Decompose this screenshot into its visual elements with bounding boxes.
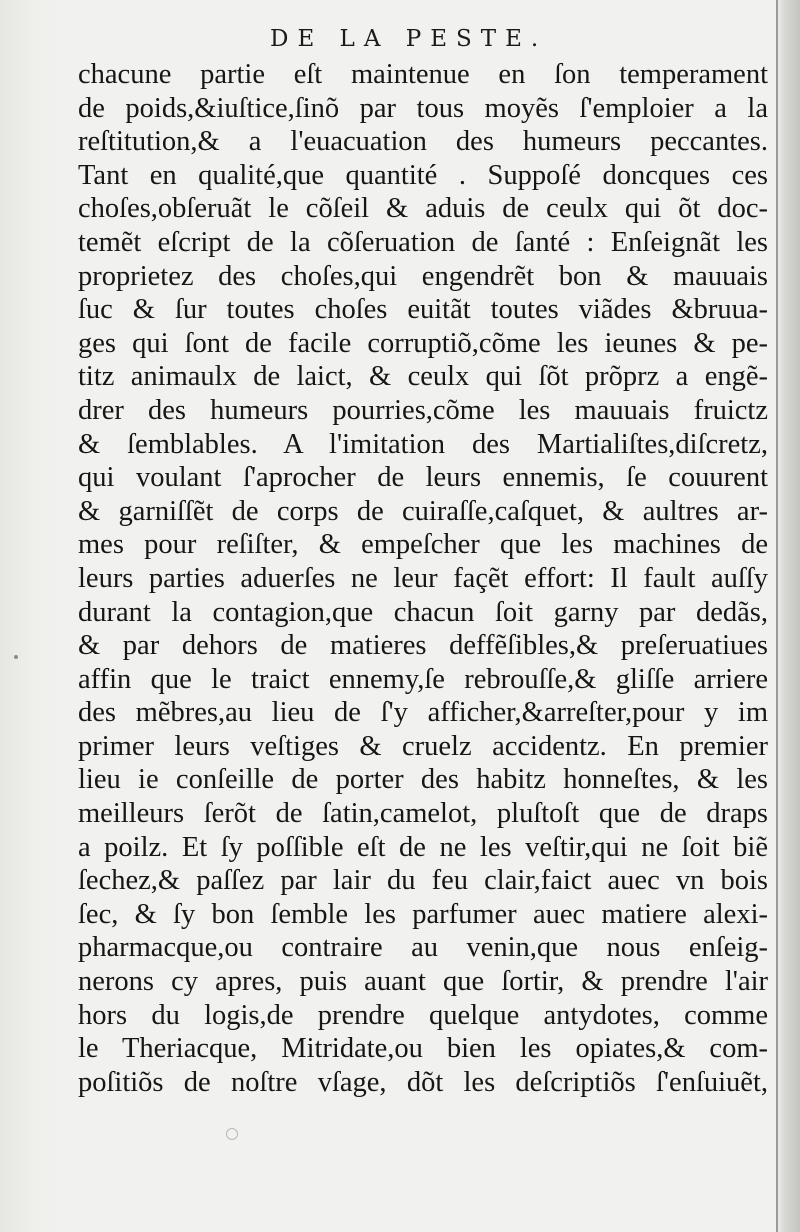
text-line: poſitiõs de noſtre vſage, dõt les deſcriptiõs ſ'enſuiuẽt, [78,1066,768,1098]
page-gutter-shadow [0,0,58,1232]
text-line: pharmacque,ou contraire au venin,que nous enſeig- [78,932,768,964]
text-line: de poids,&iuſtice,ſinõ par tous moyẽs ſ'emploier a la [78,92,768,124]
text-line: durant la contagion,que chacun ſoit garny par dedãs, [78,596,768,628]
text-line: hors du logis,de prendre quelque antydotes, comme [78,999,768,1031]
text-line: titz animaulx de laict, & ceulx qui ſõt prõprz a engẽ- [78,361,768,393]
text-line: lieu ie conſeille de porter des habitz honneſtes, & les [78,764,768,796]
text-line: drer des humeurs pourries,cõme les mauuais fruictz [78,394,768,426]
text-line: ges qui ſont de facile corruptiõ,cõme les ieunes & pe- [78,327,768,359]
page-edge [776,0,800,1232]
text-line: affin que le traict ennemy,ſe rebrouſſe,& gliſſe arriere [78,663,768,695]
text-line: chacune partie eſt maintenue en ſon temperament [78,59,768,90]
text-line: ſechez,& paſſez par lair du feu clair,faict auec vn bois [78,865,768,897]
body-text-block [78,58,778,1099]
running-header: DE LA PESTE. [270,26,548,52]
text-line: mes pour reſiſter, & empeſcher que les machines de [78,529,768,561]
text-line: ſuc & ſur toutes choſes euitãt toutes viãdes &bruua- [78,294,768,326]
paper-blemish [226,1128,238,1140]
text-line: Tant en qualité,que quantité . Suppoſé doncques ces [78,159,768,191]
text-line: le Theriacque, Mitridate,ou bien les opiates,& com- [78,1033,768,1065]
text-line: & ſemblables. A l'imitation des Martialiſtes,diſcretz, [78,428,768,460]
ink-speck [14,655,18,659]
text-line: temẽt eſcript de la cõſeruation de ſanté : Enſeignãt les [78,226,768,258]
text-line: leurs parties aduerſes ne leur façẽt effort: Il fault auſſy [78,562,768,594]
text-line: reſtitution,& a l'euacuation des humeurs peccantes. [78,126,768,158]
text-line: primer leurs veſtiges & cruelz accidentz. En premier [78,730,768,762]
text-line: choſes,obſeruãt le cõſeil & aduis de ceulx qui õt doc- [78,193,768,225]
text-line: ſec, & ſy bon ſemble les parfumer auec matiere alexi- [78,898,768,930]
text-line: & par dehors de matieres deffẽſibles,& preſeruatiues [78,630,768,662]
text-line: proprietez des choſes,qui engendrẽt bon & mauuais [78,260,768,292]
text-line: nerons cy apres, puis auant que ſortir, & prendre l'air [78,966,768,998]
text-line: meilleurs ſerõt de ſatin,camelot, pluſtoſt que de draps [78,798,768,830]
text-line: a poilz. Et ſy poſſible eſt de ne les veſtir,qui ne ſoit biẽ [78,831,768,863]
text-line: des mẽbres,au lieu de ſ'y afficher,&arreſter,pour y im [78,697,768,729]
text-line: & garniſſẽt de corps de cuiraſſe,caſquet, & aultres ar- [78,495,768,527]
text-line: qui voulant ſ'aprocher de leurs ennemis, ſe couurent [78,462,768,494]
